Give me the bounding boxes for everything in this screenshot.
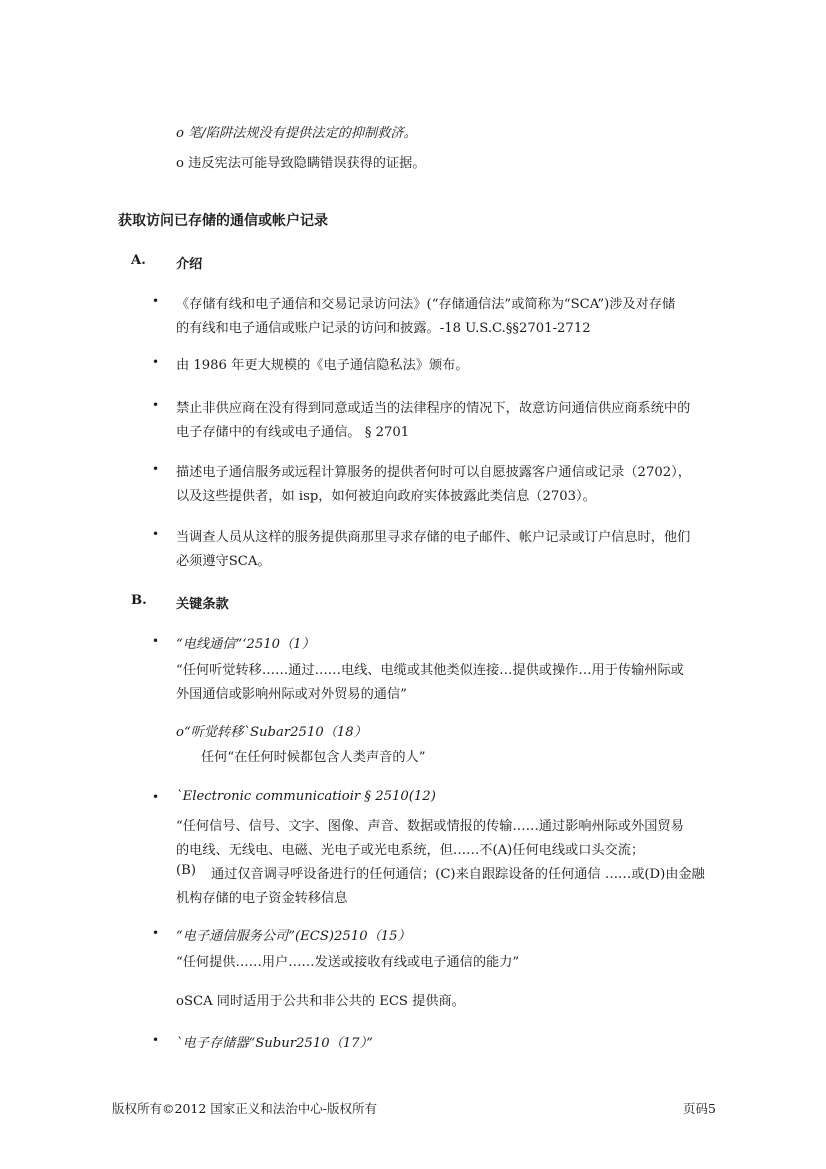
section-b-letter: B. bbox=[131, 593, 147, 608]
bullet-dot: • bbox=[152, 294, 160, 308]
wire-communication-term: “电线通信”‘2510（1） bbox=[176, 637, 315, 652]
ecs-note: oSCA 同时适用于公共和非公共的 ECS 提供商。 bbox=[176, 994, 465, 1009]
electronic-definition-line2: 的电线、无线电、电磁、光电子或光电系统，但……不(A)任何电线或口头交流； bbox=[176, 843, 645, 858]
bullet-text: 禁止非供应商在没有得到同意或适当的法律程序的情况下，故意访问通信供应商系统中的 bbox=[176, 401, 691, 416]
bullet-dot: • bbox=[152, 462, 160, 476]
bullet-dot: • bbox=[152, 926, 160, 940]
bullet-dot: • bbox=[152, 1033, 160, 1047]
bullet-text-cont: 必须遵守SCA。 bbox=[176, 554, 271, 569]
aural-transfer-term: o“听觉转移`Subar2510（18） bbox=[176, 725, 367, 740]
bullet-dot: • bbox=[152, 398, 160, 412]
bullet-dot: • bbox=[152, 634, 160, 648]
wire-definition-line2: 外国通信或影响州际或对外贸易的通信” bbox=[176, 687, 407, 702]
aural-transfer-definition: 任何“在任何时候都包含人类声音的人” bbox=[201, 750, 426, 765]
bullet-dot: • bbox=[152, 790, 160, 804]
bullet-text: 《存储有线和电子通信和交易记录访问法》(“存储通信法”或简称为“SCA”)涉及对存储 bbox=[176, 297, 676, 312]
bullet-text: 描述电子通信服务或远程计算服务的提供者何时可以自愿披露客户通信或记录（2702）， bbox=[176, 465, 691, 480]
bullet-text-cont: 以及这些提供者，如 isp，如何被迫向政府实体披露此类信息（2703）。 bbox=[176, 489, 596, 504]
bullet-dot: • bbox=[152, 527, 160, 541]
bullet-text-cont: 电子存储中的有线或电子通信。 § 2701 bbox=[176, 425, 410, 440]
bullet-text: 由 1986 年更大规模的《电子通信隐私法》颁布。 bbox=[176, 358, 469, 373]
section-a-title: 介绍 bbox=[176, 257, 203, 272]
footer-copyright: 版权所有©2012 国家正义和法治中心-版权所有 bbox=[112, 1101, 378, 1116]
section-a-letter: A. bbox=[131, 253, 146, 268]
ecs-definition: “任何提供……用户……发送或接收有线或电子通信的能力” bbox=[176, 955, 520, 970]
section-title: 获取访问已存储的通信或帐户记录 bbox=[118, 213, 328, 229]
bullet-text: 当调查人员从这样的服务提供商那里寻求存储的电子邮件、帐户记录或订户信息时，他们 bbox=[176, 530, 691, 545]
electronic-exception-b-label: (B) bbox=[176, 863, 196, 878]
bullet-text-cont: 的有线和电子通信或账户记录的访问和披露。-18 U.S.C.§§2701-2712 bbox=[176, 321, 591, 336]
bullet-dot: • bbox=[152, 355, 160, 369]
page-number: 页码5 bbox=[683, 1101, 716, 1116]
electronic-storage-term: `电子存储器“Subur2510（17）” bbox=[176, 1036, 373, 1051]
electronic-definition-line1: “任何信号、信号、文字、图像、声音、数据或情报的传输……通过影响州际或外国贸易 bbox=[176, 819, 684, 834]
section-b-title: 关键条款 bbox=[176, 597, 229, 612]
ecs-term: “电子通信服务公司”(ECS)2510（15） bbox=[176, 929, 411, 944]
top-line-2: o 违反宪法可能导致隐瞒错误获得的证据。 bbox=[176, 156, 426, 171]
wire-definition-line1: “任何听觉转移……通过……电线、电缆或其他类似连接…提供或操作…用于传输州际或 bbox=[176, 663, 684, 678]
electronic-exception-b-text: 通过仅音调寻呼设备进行的任何通信；(C)来自跟踪设备的任何通信 ……或(D)由金融 bbox=[211, 867, 705, 882]
top-line-1: o 笔/陷阱法规没有提供法定的抑制救济。 bbox=[176, 126, 417, 141]
electronic-definition-line4: 机构存储的电子资金转移信息 bbox=[176, 891, 348, 906]
electronic-communication-term: `Electronic communicatioir § 2510(12) bbox=[176, 789, 436, 804]
